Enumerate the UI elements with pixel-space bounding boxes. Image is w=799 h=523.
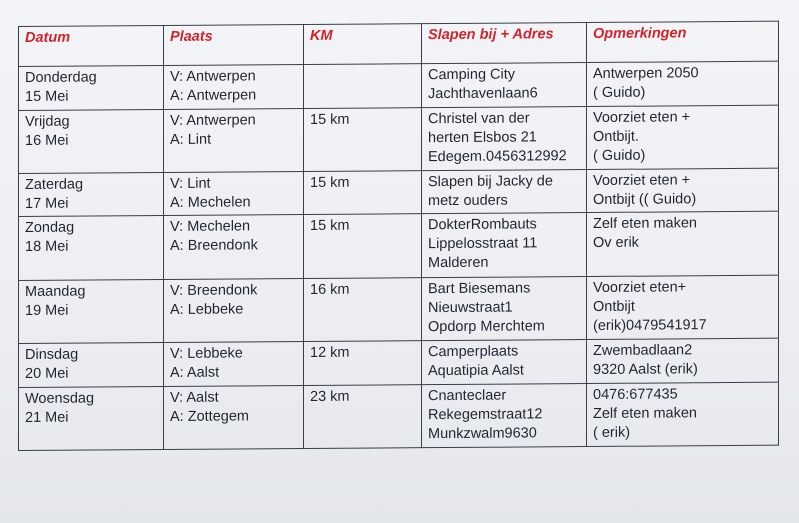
plaats-line: A: Lint (170, 131, 212, 148)
cell-datum (19, 109, 164, 173)
cell-plaats (164, 342, 304, 387)
cell-slapen (422, 213, 587, 277)
cell-slapen (422, 276, 587, 340)
km-value: 23 km (310, 388, 350, 405)
plaats-line: V: Mechelen (170, 218, 251, 236)
slapen-line: Jachthavenlaan6 (428, 85, 538, 103)
opmerkingen-line: Zelf eten maken (593, 404, 697, 422)
plaats-line: A: Aalst (170, 364, 220, 381)
cell-datum (19, 65, 164, 110)
cell-datum (19, 343, 164, 388)
schedule-sheet (18, 21, 778, 451)
cell-opmerkingen (587, 105, 779, 170)
header-km: KM (304, 24, 422, 65)
header-plaats: Plaats (164, 25, 304, 66)
cell-km (304, 277, 422, 341)
header-row (19, 21, 779, 66)
slapen-line: Slapen bij Jacky de (428, 173, 553, 191)
plaats-line: V: Aalst (170, 389, 219, 406)
datum-line: Donderdag (25, 69, 97, 86)
cell-slapen (422, 106, 587, 170)
cell-opmerkingen (587, 61, 779, 106)
table-row (19, 105, 779, 174)
plaats-line: A: Lebbeke (170, 301, 244, 318)
opmerkingen-line: 9320 Aalst (erik) (593, 361, 698, 379)
datum-line: 20 Mei (25, 365, 69, 382)
header-opmerkingen: Opmerkingen (587, 21, 779, 62)
opmerkingen-line: ( Guido) (593, 147, 646, 164)
km-value: 15 km (310, 111, 350, 128)
opmerkingen-line: ( erik) (593, 424, 631, 441)
cell-plaats (164, 278, 304, 342)
plaats-line: V: Antwerpen (170, 68, 256, 85)
opmerkingen-line: Ov erik (593, 235, 639, 252)
opmerkingen-line: Antwerpen 2050 (593, 65, 699, 82)
table-row (19, 212, 779, 281)
plaats-line: A: Antwerpen (170, 87, 257, 104)
table-row (19, 382, 779, 451)
datum-line: Maandag (25, 283, 86, 300)
slapen-line: Cnanteclaer (428, 387, 507, 404)
cell-datum (19, 172, 164, 217)
opmerkingen-line: 0476:677435 (593, 386, 678, 403)
cell-plaats (164, 215, 304, 279)
slapen-line: Aquatipia Aalst (428, 362, 524, 380)
cell-opmerkingen (587, 212, 779, 277)
cell-slapen (422, 340, 587, 385)
slapen-line: Rekegemstraat12 (428, 405, 543, 423)
datum-line: Zaterdag (25, 176, 84, 193)
slapen-line: Malderen (428, 255, 489, 272)
slapen-line: Opdorp Merchtem (428, 318, 545, 335)
table-row (19, 168, 779, 217)
plaats-line: A: Mechelen (170, 194, 251, 211)
slapen-line: Bart Biesemans (428, 280, 531, 297)
km-value: 16 km (310, 281, 350, 298)
opmerkingen-line: ( Guido) (593, 84, 646, 101)
slapen-line: Lippelosstraat 11 (428, 235, 538, 253)
cell-km (304, 341, 422, 385)
cell-datum (19, 386, 164, 450)
cell-slapen (422, 383, 587, 448)
opmerkingen-line: Ontbijt. (593, 128, 639, 145)
plaats-line: V: Lint (170, 175, 211, 192)
cell-km (304, 107, 422, 171)
header-slapen: Slapen bij + Adres (422, 23, 587, 64)
slapen-line: DokterRombauts (428, 216, 537, 234)
datum-line: 19 Mei (25, 302, 69, 319)
cell-opmerkingen (587, 382, 779, 447)
table-row (19, 61, 779, 110)
datum-line: 16 Mei (25, 132, 69, 149)
opmerkingen-line: Voorziet eten + (593, 172, 691, 189)
opmerkingen-line: Voorziet eten + (593, 108, 691, 126)
datum-line: 18 Mei (25, 239, 69, 256)
header-datum: Datum (19, 25, 164, 66)
cell-km (304, 214, 422, 278)
opmerkingen-line: Zelf eten maken (593, 215, 697, 233)
opmerkingen-line: Zwembadlaan2 (593, 342, 693, 360)
km-value: 15 km (310, 218, 350, 235)
slapen-line: Munkzwalm9630 (428, 425, 537, 442)
cell-km (304, 171, 422, 215)
km-value: 15 km (310, 174, 350, 191)
opmerkingen-line: Ontbijt (( Guido) (593, 191, 697, 208)
datum-line: 17 Mei (25, 195, 69, 212)
cell-opmerkingen (587, 338, 779, 383)
slapen-line: Camperplaats (428, 343, 519, 361)
datum-line: Vrijdag (25, 113, 70, 130)
datum-line: 15 Mei (25, 88, 69, 105)
table-row (19, 275, 779, 344)
table-row (19, 338, 779, 387)
datum-line: Zondag (25, 220, 75, 237)
cell-plaats (164, 108, 304, 172)
opmerkingen-line: Voorziet eten+ (593, 279, 687, 296)
cell-km (304, 384, 422, 448)
opmerkingen-line: Ontbijt (593, 298, 635, 315)
cell-datum (19, 216, 164, 280)
cell-opmerkingen (587, 168, 779, 213)
cell-plaats (164, 385, 304, 449)
cell-plaats (164, 65, 304, 110)
km-value: 12 km (310, 344, 350, 362)
cell-opmerkingen (587, 275, 779, 340)
cell-km (304, 64, 422, 108)
plaats-line: V: Antwerpen (170, 111, 256, 129)
slapen-line: Camping City (428, 66, 516, 84)
datum-line: Woensdag (25, 390, 95, 407)
slapen-line: herten Elsbos 21 (428, 128, 537, 146)
opmerkingen-line: (erik)0479541917 (593, 316, 707, 334)
cell-slapen (422, 169, 587, 214)
slapen-line: Christel van der (428, 110, 530, 127)
cell-plaats (164, 171, 304, 216)
plaats-line: A: Zottegem (170, 408, 249, 425)
plaats-line: V: Lebbeke (170, 345, 243, 362)
cell-datum (19, 279, 164, 343)
slapen-line: Edegem.0456312992 (428, 147, 567, 165)
cell-slapen (422, 63, 587, 108)
datum-line: 21 Mei (25, 409, 69, 426)
slapen-line: Nieuwstraat1 (428, 299, 513, 316)
datum-line: Dinsdag (25, 346, 79, 363)
plaats-line: V: Breendonk (170, 282, 258, 299)
itinerary-table (18, 21, 779, 451)
plaats-line: A: Breendonk (170, 237, 258, 255)
slapen-line: metz ouders (428, 192, 508, 210)
km-value (310, 66, 415, 67)
